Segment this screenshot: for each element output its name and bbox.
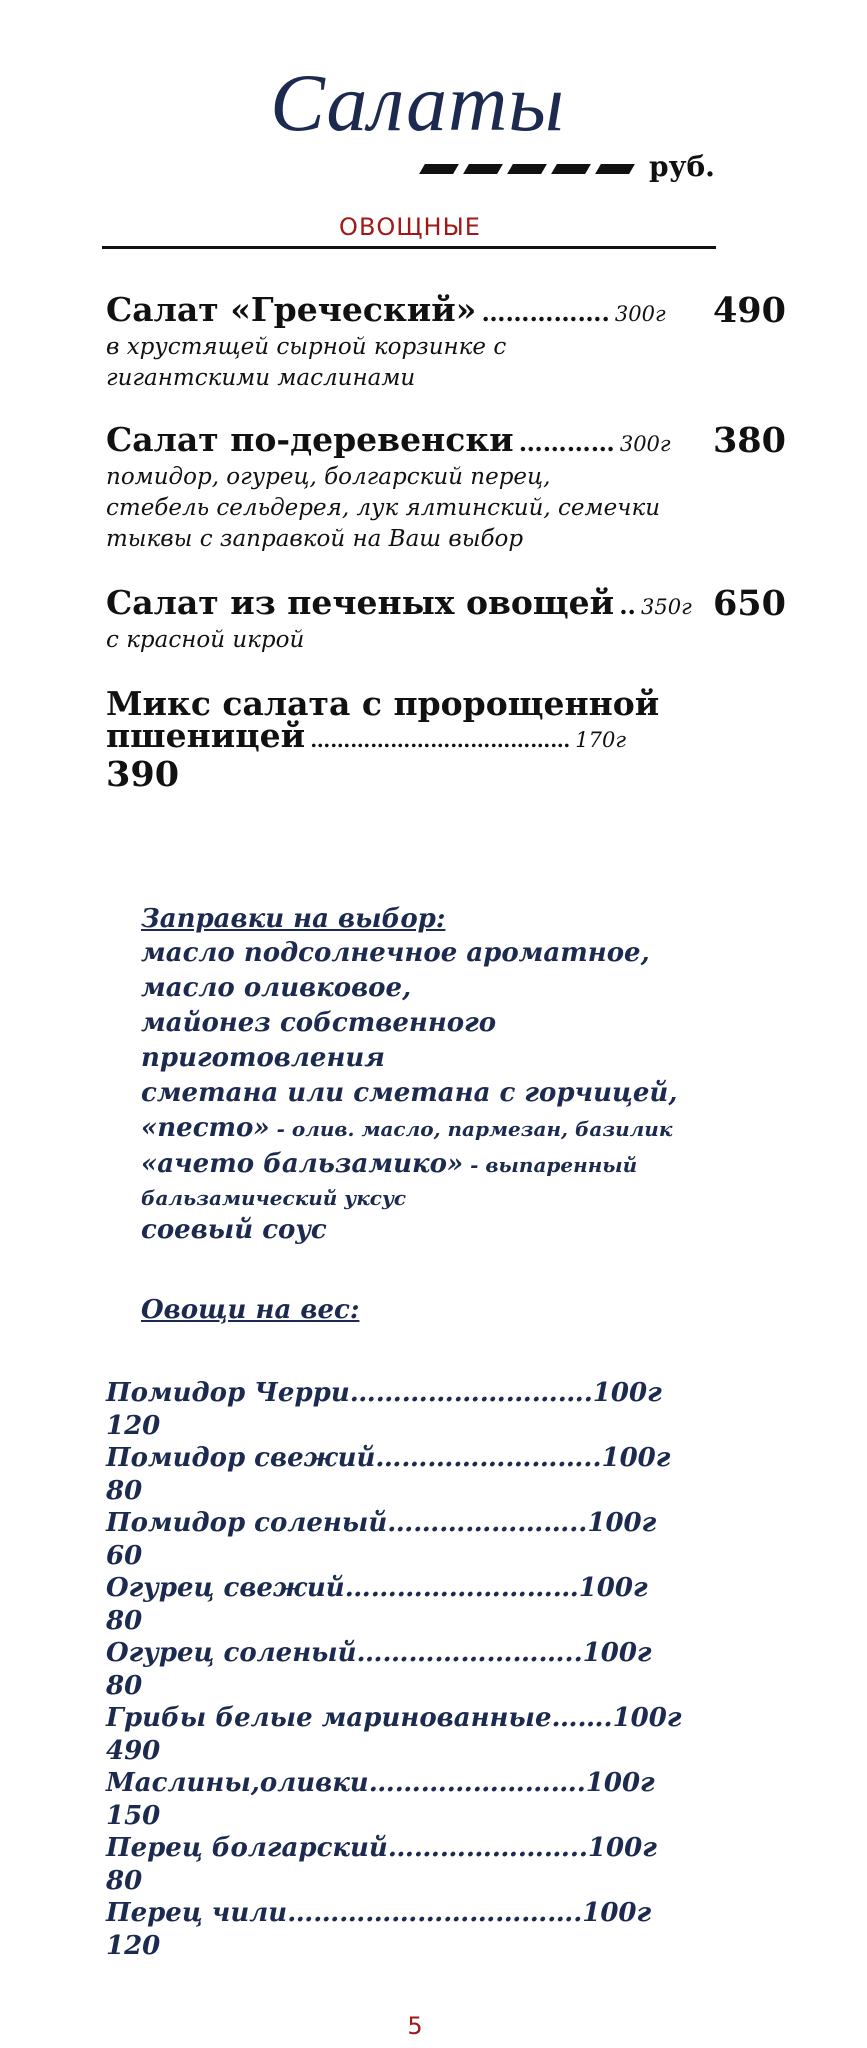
dressing-item	[141, 1147, 781, 1183]
vegetable-price: 80	[106, 1865, 143, 1896]
vegetable-price: 60	[106, 1540, 143, 1571]
dish-weight: 170г	[575, 728, 626, 752]
dressing-aceto: «ачето бальзамико»	[141, 1149, 464, 1179]
dressing-pesto: «песто»	[141, 1113, 270, 1143]
dish-name: Салат «Греческий»	[106, 290, 477, 329]
category-heading: ОВОЩНЫЕ	[339, 213, 481, 241]
dish-name: Микс салата с пророщенной	[106, 684, 660, 723]
dish-leader-dots: …………….	[481, 298, 610, 327]
decorative-dashes	[418, 164, 652, 176]
vegetable-price: 80	[106, 1670, 143, 1701]
dressing-aceto-note-continued: бальзамический уксус	[141, 1186, 407, 1210]
vegetable-item: Грибы белые маринованные…….100г	[106, 1703, 682, 1733]
dish-item	[106, 684, 786, 795]
page-title: Салаты	[270, 57, 565, 148]
vegetable-price: 150	[106, 1800, 161, 1831]
currency-label: руб.	[649, 150, 715, 183]
vegetable-price: 490	[106, 1735, 161, 1766]
dish-price: 650	[712, 583, 786, 624]
dressing-item: соевый соус	[141, 1215, 327, 1245]
dressing-item: масло оливковое,	[141, 973, 412, 1003]
dressing-item: сметана или сметана с горчицей,	[141, 1078, 678, 1108]
dish-price: 390	[106, 754, 180, 795]
dish-name-continued: пшеницей	[106, 716, 306, 755]
dish-leader-dots: …………	[518, 428, 615, 457]
dish-item	[106, 583, 786, 656]
dressings-section	[141, 902, 781, 1248]
vegetable-price: 80	[106, 1605, 143, 1636]
dish-price: 380	[712, 420, 786, 461]
dish-description: с красной икрой	[106, 627, 305, 653]
dressing-item: приготовления	[141, 1043, 386, 1073]
vegetables-list	[106, 1377, 786, 1962]
dish-name: Салат по-деревенски	[106, 420, 514, 459]
dish-price: 490	[712, 290, 786, 331]
page-number: 5	[407, 2012, 423, 2040]
dish-item	[106, 290, 786, 394]
vegetable-item: Огурец соленый……………………..100г	[106, 1638, 652, 1668]
dish-description: в хрустящей сырной корзинке с гигантскими маслинами	[106, 334, 507, 391]
dish-item	[106, 420, 786, 555]
vegetable-price: 80	[106, 1475, 143, 1506]
dressing-item: майонез собственного	[141, 1008, 497, 1038]
dressing-pesto-note: - олив. масло, пармезан, базилик	[269, 1117, 673, 1141]
vegetable-item: Помидор соленый…………………..100г	[106, 1508, 657, 1538]
vegetable-item: Маслины,оливки…………………….100г	[106, 1768, 655, 1798]
dish-leader-dots: ..	[619, 591, 636, 620]
vegetable-item: Помидор свежий……………………..100г	[106, 1443, 671, 1473]
dressings-heading: Заправки на выбор:	[141, 904, 446, 934]
vegetable-item: Помидор Черри……………………….100г	[106, 1378, 662, 1408]
dish-leader-dots: …………………………………	[310, 728, 571, 752]
vegetable-item: Перец чили…………………………….100г	[106, 1898, 652, 1928]
dressing-aceto-note: - выпаренный	[463, 1153, 638, 1177]
vegetable-price: 120	[106, 1410, 161, 1441]
vegetables-section	[141, 1293, 781, 1327]
dish-name: Салат из печеных овощей	[106, 583, 615, 622]
dressing-item	[141, 1111, 781, 1147]
dish-weight: 300г	[619, 432, 671, 456]
dish-weight: 350г	[641, 595, 692, 619]
vegetable-item: Перец болгарский…………………..100г	[106, 1833, 657, 1863]
dressing-item: масло подсолнечное ароматное,	[141, 938, 650, 968]
dish-description: помидор, огурец, болгарский перец, стебель сельдерея, лук ялтинский, семечки тыквы с заправкой на Ваш выбор	[106, 464, 661, 552]
vegetable-item: Огурец свежий………………………100г	[106, 1573, 648, 1603]
category-divider	[102, 246, 716, 249]
dish-weight: 300г	[614, 302, 666, 326]
vegetable-price: 120	[106, 1930, 161, 1961]
vegetables-heading: Овощи на вес:	[141, 1295, 360, 1325]
